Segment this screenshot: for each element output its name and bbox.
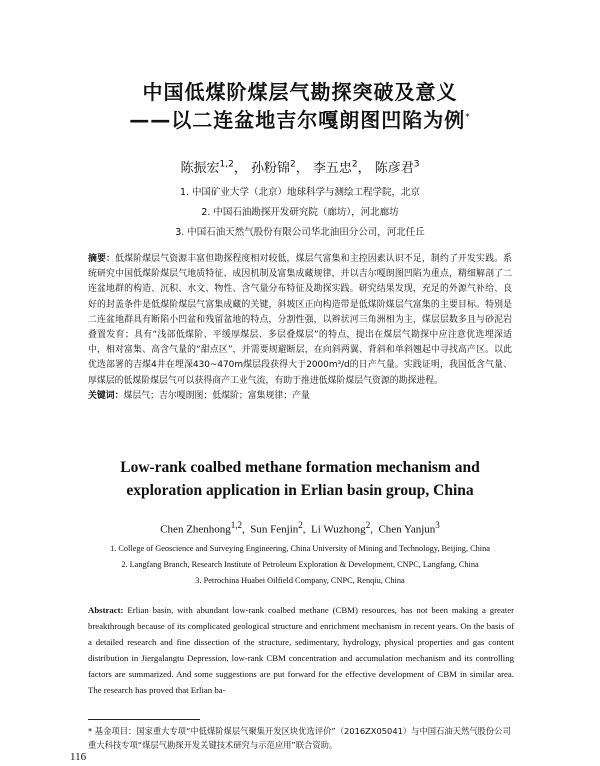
footnote <box>88 724 512 752</box>
keywords-body: 煤层气；吉尔嘎朗图；低煤阶；富集规律；产量 <box>123 390 310 401</box>
author-affiliation-mark: 1,2 <box>230 520 243 530</box>
english-title-line-1: Low-rank coalbed methane formation mechanism and <box>120 459 480 476</box>
chinese-title-line-1: 中国低煤阶煤层气勘探突破及意义 <box>142 80 458 104</box>
title-footnote-mark: * <box>465 112 471 123</box>
page-number: 116 <box>70 751 87 763</box>
footnote-text: 基金项目：国家重大专项“中低煤阶煤层气聚集开发区块优选评价”（2016ZX05041）与中国石油天然气股份公司重大科技专项“煤层气勘探开发关键技术研究与示范应用”联合资助。 <box>88 726 511 750</box>
author-name: 李五忠 <box>312 161 352 176</box>
english-author-list: Chen Zhenhong$^{1,2}$, Sun Fenjin$^2$, Li Wuzhong$^2$, Chen Yanjun$^3$ <box>160 520 440 536</box>
author-name: Chen Zhenhong <box>160 523 231 536</box>
chinese-affiliation-2: 2. 中国石油勘探开发研究院（廊坊），河北廊坊 <box>201 207 399 218</box>
english-affiliation-1: 1. College of Geoscience and Surveying Engineering, China University of Mining and Technology, Beijing, China <box>110 544 490 553</box>
author-affiliation-mark: 2 <box>298 520 303 530</box>
footnote-divider <box>88 719 200 720</box>
author-name: 陈彦君 <box>374 161 414 176</box>
author-name: 陈振宏 <box>180 161 220 176</box>
chinese-author-list: 陈振宏$^{1,2}$， 孙粉锦$^2$， 李五忠$^2$， 陈彦君$^3$ <box>180 159 420 176</box>
author-affiliation-mark: 2 <box>289 159 296 170</box>
author-name: Sun Fenjin <box>250 523 299 536</box>
english-abstract <box>88 602 514 698</box>
english-abstract-label: Abstract: <box>88 605 124 615</box>
english-title-line-2: exploration application in Erlian basin group, China <box>126 482 474 499</box>
footnote-mark: * <box>88 726 93 736</box>
abstract-body: 低煤阶煤层气资源丰富但勘探程度相对较低，煤层气富集和主控因素认识不足，制约了开发实践。系统研究中国低煤阶煤层气地质特征、成因机制及富集成藏规律，并以吉尔嘎朗图凹陷为重点，精细解剖了二连盆地群的构造、沉积、水文、物性、含气量分布特征及勘探实践。研究结果发现，充足的外源气补给、良好的封盖条件是低煤阶煤层气富集成藏的关键，斜坡区正向构造带是低煤阶煤层气富集的主要目标。特别是二连盆地群具有断陷小凹盆和残留盆地的特点，分割性强，以辫状河三角洲相为主，煤层层数多且与砂泥岩叠置发育；具有“浅部低煤阶、平缓厚煤层、多层叠煤层”的特点，提出在煤层气勘探中应注意优选埋深适中，相对富集、高含气量的“甜点区”，并需要规避断层，在向斜两翼、背斜和单斜翘起中寻找高产区。以此优选部署的吉煤4井在埋深430~470m煤层段获得大于2000m³/d的日产气量。实践证明，我国低含气量、厚煤层的低煤阶煤层气可以获得商产工业气流，有助于推进低煤阶煤层气资源的勘探进程。 <box>88 254 513 386</box>
english-affiliation-2: 2. Langfang Branch, Research Institute of Petroleum Exploration & Development, CNPC, Langfang, China <box>121 560 479 569</box>
author-affiliation-mark: 3 <box>435 520 440 530</box>
keywords-label: 关键词： <box>88 390 124 401</box>
author-name: 孙粉锦 <box>250 161 290 176</box>
author-affiliation-mark: 2 <box>351 159 358 170</box>
author-affiliation-mark: 2 <box>365 520 371 530</box>
chinese-subtitle-text: ——以二连盆地吉尔嘎朗图凹陷为例 <box>129 108 466 132</box>
author-affiliation-mark: 1,2 <box>219 159 234 170</box>
abstract-label: 摘要： <box>88 254 116 264</box>
chinese-affiliation-3: 3. 中国石油天然气股份有限公司华北油田分公司，河北任丘 <box>175 227 425 238</box>
english-affiliation-3: 3. Petrochina Huabei Oilfield Company, CNPC, Renqiu, China <box>195 576 405 585</box>
author-name: Li Wuzhong <box>311 523 366 536</box>
chinese-abstract <box>88 252 512 404</box>
author-affiliation-mark: 3 <box>413 159 420 170</box>
chinese-title-line-2 <box>0 104 600 133</box>
author-name: Chen Yanjun <box>378 523 436 536</box>
english-abstract-body: Erlian basin, with abundant low-rank coalbed methane (CBM) resources, has not been making a greater breakthrough because of its complicated geological structure and enrichment mechanism in recent years. On the basis of a detailed research and fine dissection of the structure, sedimentary, hydrology, physical properties and gas content distribution in Jiergalangtu Depression, low-rank CBM concentration and accumulation mechanism and its controlling factors are summarized. And some suggestions are put forward for the effective development of CBM in similar area. The research has proved that Erlian ba- <box>88 605 514 695</box>
chinese-affiliation-1: 1. 中国矿业大学（北京）地球科学与测绘工程学院，北京 <box>179 187 421 198</box>
